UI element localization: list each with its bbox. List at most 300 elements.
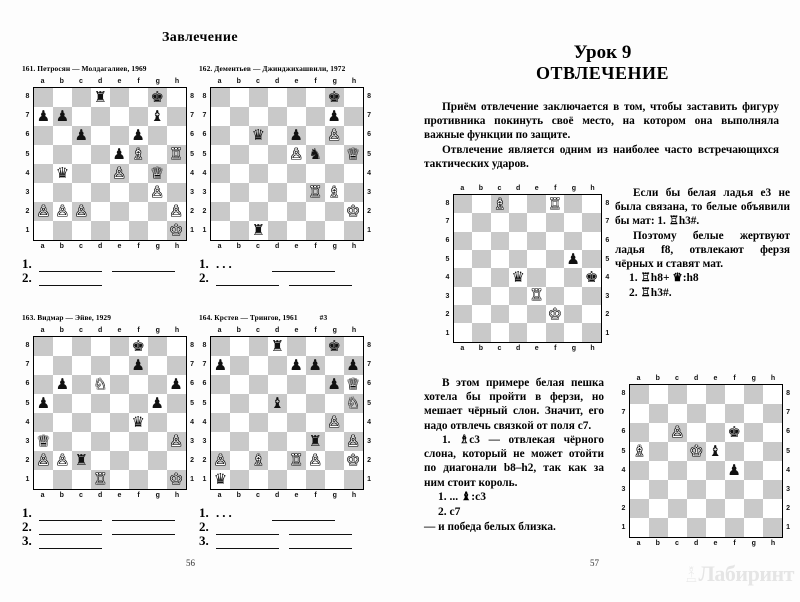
piece-black-queen-d4[interactable]: ♛ xyxy=(511,268,525,287)
square-b3[interactable] xyxy=(649,480,668,499)
square-b1[interactable] xyxy=(53,221,72,240)
square-g2[interactable] xyxy=(148,202,167,221)
piece-black-pawn-g5[interactable]: ♟ xyxy=(566,249,580,268)
square-b5[interactable] xyxy=(230,394,249,413)
square-h4[interactable] xyxy=(582,268,600,286)
square-d8[interactable] xyxy=(91,88,110,107)
square-f6[interactable] xyxy=(129,375,148,394)
answer-blank[interactable] xyxy=(289,538,352,549)
square-d5[interactable] xyxy=(268,145,287,164)
square-d6[interactable] xyxy=(509,232,527,250)
piece-white-queen-h5[interactable]: ♕ xyxy=(346,144,360,163)
square-a8[interactable] xyxy=(211,337,230,356)
square-d1[interactable] xyxy=(509,323,527,341)
square-h7[interactable] xyxy=(344,107,363,126)
square-g7[interactable] xyxy=(148,107,167,126)
answer-blank[interactable] xyxy=(216,538,279,549)
square-f2[interactable] xyxy=(725,499,744,518)
square-c8[interactable] xyxy=(668,385,687,404)
square-d3[interactable] xyxy=(509,287,527,305)
square-f1[interactable] xyxy=(129,221,148,240)
square-c1[interactable] xyxy=(72,221,91,240)
piece-black-pawn-h7[interactable]: ♟ xyxy=(346,355,360,374)
square-e1[interactable] xyxy=(287,470,306,489)
square-e8[interactable] xyxy=(706,385,725,404)
square-e8[interactable] xyxy=(110,88,129,107)
square-b2[interactable] xyxy=(53,202,72,221)
square-a8[interactable] xyxy=(630,385,649,404)
square-c5[interactable] xyxy=(491,250,509,268)
square-f7[interactable] xyxy=(546,213,564,231)
square-c6[interactable] xyxy=(249,126,268,145)
square-e5[interactable] xyxy=(706,442,725,461)
square-f2[interactable] xyxy=(546,305,564,323)
square-h2[interactable] xyxy=(344,202,363,221)
square-h2[interactable] xyxy=(763,499,782,518)
answer-row[interactable] xyxy=(22,255,198,272)
square-b8[interactable] xyxy=(230,88,249,107)
square-f5[interactable] xyxy=(129,394,148,413)
square-h1[interactable] xyxy=(344,221,363,240)
square-f1[interactable] xyxy=(306,470,325,489)
piece-black-queen-a1[interactable]: ♛ xyxy=(213,469,228,488)
square-b7[interactable] xyxy=(230,107,249,126)
square-c1[interactable] xyxy=(249,470,268,489)
square-a3[interactable] xyxy=(34,432,53,451)
square-h8[interactable] xyxy=(344,337,363,356)
piece-black-pawn-f7[interactable]: ♟ xyxy=(131,355,145,374)
square-c6[interactable] xyxy=(249,375,268,394)
square-h3[interactable] xyxy=(763,480,782,499)
square-a5[interactable] xyxy=(34,145,53,164)
answer-blank[interactable] xyxy=(289,275,352,286)
square-b2[interactable] xyxy=(230,451,249,470)
square-f1[interactable] xyxy=(546,323,564,341)
square-g6[interactable] xyxy=(325,126,344,145)
square-h5[interactable] xyxy=(582,250,600,268)
square-d4[interactable] xyxy=(268,164,287,183)
piece-white-knight-d6[interactable]: ♘ xyxy=(93,374,108,393)
square-b4[interactable] xyxy=(53,164,72,183)
piece-white-bishop-c2[interactable]: ♗ xyxy=(251,450,266,469)
square-f7[interactable] xyxy=(306,107,325,126)
square-g5[interactable] xyxy=(325,394,344,413)
square-d2[interactable] xyxy=(509,305,527,323)
square-g8[interactable] xyxy=(744,385,763,404)
square-e3[interactable] xyxy=(706,480,725,499)
square-g7[interactable] xyxy=(744,404,763,423)
square-c2[interactable] xyxy=(249,202,268,221)
square-e8[interactable] xyxy=(110,337,129,356)
piece-white-pawn-h3[interactable]: ♙ xyxy=(346,431,360,450)
square-a1[interactable] xyxy=(211,470,230,489)
piece-white-rook-f3[interactable]: ♖ xyxy=(308,182,322,201)
square-b8[interactable] xyxy=(53,337,72,356)
square-e2[interactable] xyxy=(287,451,306,470)
square-g7[interactable] xyxy=(325,107,344,126)
answer-blank[interactable] xyxy=(39,261,102,272)
square-e2[interactable] xyxy=(287,202,306,221)
square-c7[interactable] xyxy=(72,356,91,375)
square-b3[interactable] xyxy=(53,432,72,451)
piece-white-rook-f8[interactable]: ♖ xyxy=(548,194,562,213)
square-c1[interactable] xyxy=(668,518,687,537)
square-c8[interactable] xyxy=(72,337,91,356)
square-h1[interactable] xyxy=(763,518,782,537)
square-b6[interactable] xyxy=(230,126,249,145)
square-h4[interactable] xyxy=(763,461,782,480)
answer-lines-162[interactable] xyxy=(199,255,375,286)
square-c3[interactable] xyxy=(491,287,509,305)
square-f4[interactable] xyxy=(725,461,744,480)
square-b1[interactable] xyxy=(53,470,72,489)
square-c1[interactable] xyxy=(249,221,268,240)
square-e3[interactable] xyxy=(110,432,129,451)
square-e1[interactable] xyxy=(110,221,129,240)
square-f4[interactable] xyxy=(129,164,148,183)
square-g6[interactable] xyxy=(148,375,167,394)
piece-black-pawn-a7[interactable]: ♟ xyxy=(213,355,228,374)
answer-row[interactable] xyxy=(22,504,198,521)
square-h4[interactable] xyxy=(167,164,186,183)
square-f3[interactable] xyxy=(306,183,325,202)
piece-white-king-h1[interactable]: ♔ xyxy=(169,469,183,488)
piece-white-bishop-g3[interactable]: ♗ xyxy=(327,182,341,201)
answer-blank[interactable] xyxy=(39,510,102,521)
piece-black-king-g8[interactable]: ♚ xyxy=(327,87,341,106)
square-g4[interactable] xyxy=(744,461,763,480)
piece-white-pawn-e5[interactable]: ♙ xyxy=(289,144,303,163)
square-g2[interactable] xyxy=(564,305,582,323)
square-e5[interactable] xyxy=(287,394,306,413)
piece-black-pawn-a5[interactable]: ♟ xyxy=(36,393,51,412)
square-c1[interactable] xyxy=(491,323,509,341)
square-c5[interactable] xyxy=(249,145,268,164)
square-e1[interactable] xyxy=(110,470,129,489)
square-h1[interactable] xyxy=(167,221,186,240)
square-e7[interactable] xyxy=(287,356,306,375)
square-g4[interactable] xyxy=(148,413,167,432)
square-f4[interactable] xyxy=(306,413,325,432)
square-f1[interactable] xyxy=(129,470,148,489)
square-g1[interactable] xyxy=(744,518,763,537)
square-a5[interactable] xyxy=(454,250,472,268)
piece-white-pawn-g4[interactable]: ♙ xyxy=(327,412,341,431)
square-e2[interactable] xyxy=(110,451,129,470)
square-h5[interactable] xyxy=(167,394,186,413)
square-e5[interactable] xyxy=(527,250,545,268)
square-c8[interactable] xyxy=(249,337,268,356)
square-g2[interactable] xyxy=(744,499,763,518)
square-f7[interactable] xyxy=(725,404,744,423)
square-f5[interactable] xyxy=(306,145,325,164)
square-b8[interactable] xyxy=(472,195,490,213)
piece-black-rook-c2[interactable]: ♜ xyxy=(74,450,89,469)
square-g2[interactable] xyxy=(325,451,344,470)
piece-black-king-g8[interactable]: ♚ xyxy=(327,336,341,355)
square-e7[interactable] xyxy=(706,404,725,423)
square-f2[interactable] xyxy=(129,202,148,221)
square-e4[interactable] xyxy=(706,461,725,480)
square-a1[interactable] xyxy=(454,323,472,341)
square-d1[interactable] xyxy=(268,221,287,240)
square-d4[interactable] xyxy=(268,413,287,432)
square-a6[interactable] xyxy=(211,126,230,145)
square-c5[interactable] xyxy=(72,145,91,164)
piece-black-pawn-g7[interactable]: ♟ xyxy=(327,106,341,125)
square-d7[interactable] xyxy=(687,404,706,423)
square-c4[interactable] xyxy=(72,413,91,432)
square-f1[interactable] xyxy=(306,221,325,240)
square-c2[interactable] xyxy=(72,451,91,470)
square-e7[interactable] xyxy=(110,356,129,375)
square-h2[interactable] xyxy=(582,305,600,323)
answer-blank[interactable] xyxy=(112,524,175,535)
square-d3[interactable] xyxy=(91,183,110,202)
square-g7[interactable] xyxy=(148,356,167,375)
square-c7[interactable] xyxy=(249,107,268,126)
piece-black-pawn-f7[interactable]: ♟ xyxy=(308,355,322,374)
square-d2[interactable] xyxy=(91,202,110,221)
square-f8[interactable] xyxy=(129,337,148,356)
piece-black-pawn-e6[interactable]: ♟ xyxy=(289,125,303,144)
square-b7[interactable] xyxy=(649,404,668,423)
square-g8[interactable] xyxy=(325,337,344,356)
square-f5[interactable] xyxy=(546,250,564,268)
square-c2[interactable] xyxy=(491,305,509,323)
square-g7[interactable] xyxy=(325,356,344,375)
square-d6[interactable] xyxy=(268,126,287,145)
square-h2[interactable] xyxy=(167,451,186,470)
piece-white-bishop-c8[interactable]: ♗ xyxy=(493,194,507,213)
square-a7[interactable] xyxy=(34,107,53,126)
square-e1[interactable] xyxy=(527,323,545,341)
square-e3[interactable] xyxy=(527,287,545,305)
square-a8[interactable] xyxy=(34,337,53,356)
square-b3[interactable] xyxy=(472,287,490,305)
square-a5[interactable] xyxy=(211,394,230,413)
square-b6[interactable] xyxy=(53,375,72,394)
square-h4[interactable] xyxy=(167,413,186,432)
square-b4[interactable] xyxy=(230,413,249,432)
square-e1[interactable] xyxy=(287,221,306,240)
square-h3[interactable] xyxy=(344,432,363,451)
square-d4[interactable] xyxy=(91,164,110,183)
square-c8[interactable] xyxy=(491,195,509,213)
square-e5[interactable] xyxy=(110,145,129,164)
square-b2[interactable] xyxy=(649,499,668,518)
square-h5[interactable] xyxy=(167,145,186,164)
square-b2[interactable] xyxy=(472,305,490,323)
square-h7[interactable] xyxy=(167,107,186,126)
square-b2[interactable] xyxy=(230,202,249,221)
square-a4[interactable] xyxy=(630,461,649,480)
square-a4[interactable] xyxy=(34,413,53,432)
piece-black-bishop-e5[interactable]: ♝ xyxy=(708,441,722,460)
square-e4[interactable] xyxy=(110,413,129,432)
square-c6[interactable] xyxy=(72,375,91,394)
piece-black-queen-c6[interactable]: ♛ xyxy=(251,125,266,144)
square-a2[interactable] xyxy=(211,202,230,221)
piece-white-pawn-e4[interactable]: ♙ xyxy=(112,163,126,182)
piece-white-pawn-c2[interactable]: ♙ xyxy=(74,201,89,220)
square-f5[interactable] xyxy=(306,394,325,413)
square-h8[interactable] xyxy=(582,195,600,213)
square-c2[interactable] xyxy=(249,451,268,470)
square-h7[interactable] xyxy=(167,356,186,375)
square-e2[interactable] xyxy=(110,202,129,221)
square-e5[interactable] xyxy=(110,394,129,413)
answer-row[interactable] xyxy=(199,532,375,549)
square-b5[interactable] xyxy=(53,145,72,164)
piece-white-rook-e2[interactable]: ♖ xyxy=(289,450,303,469)
square-f6[interactable] xyxy=(129,126,148,145)
piece-black-pawn-g5[interactable]: ♟ xyxy=(150,393,164,412)
square-g6[interactable] xyxy=(564,232,582,250)
square-a6[interactable] xyxy=(454,232,472,250)
square-g8[interactable] xyxy=(325,88,344,107)
square-g3[interactable] xyxy=(325,432,344,451)
square-e4[interactable] xyxy=(287,413,306,432)
piece-black-pawn-c6[interactable]: ♟ xyxy=(74,125,89,144)
piece-black-pawn-h6[interactable]: ♟ xyxy=(169,374,183,393)
square-b6[interactable] xyxy=(649,423,668,442)
square-a7[interactable] xyxy=(211,356,230,375)
square-a6[interactable] xyxy=(34,126,53,145)
square-c3[interactable] xyxy=(249,432,268,451)
square-d2[interactable] xyxy=(91,451,110,470)
square-c7[interactable] xyxy=(249,356,268,375)
piece-white-king-h2[interactable]: ♔ xyxy=(346,450,360,469)
square-d8[interactable] xyxy=(91,337,110,356)
square-h8[interactable] xyxy=(344,88,363,107)
square-f1[interactable] xyxy=(725,518,744,537)
square-h7[interactable] xyxy=(344,356,363,375)
square-f8[interactable] xyxy=(129,88,148,107)
piece-white-queen-a3[interactable]: ♕ xyxy=(36,431,51,450)
piece-black-pawn-e5[interactable]: ♟ xyxy=(112,144,126,163)
square-f3[interactable] xyxy=(129,183,148,202)
piece-black-pawn-g6[interactable]: ♟ xyxy=(327,374,341,393)
square-b3[interactable] xyxy=(53,183,72,202)
square-g1[interactable] xyxy=(564,323,582,341)
piece-white-king-d5[interactable]: ♔ xyxy=(689,441,704,460)
piece-black-rook-f3[interactable]: ♜ xyxy=(308,431,322,450)
square-f5[interactable] xyxy=(129,145,148,164)
square-d6[interactable] xyxy=(91,126,110,145)
square-f4[interactable] xyxy=(546,268,564,286)
square-h2[interactable] xyxy=(344,451,363,470)
square-g1[interactable] xyxy=(148,470,167,489)
answer-lines-161[interactable] xyxy=(22,255,198,286)
square-a7[interactable] xyxy=(34,356,53,375)
square-g7[interactable] xyxy=(564,213,582,231)
square-d7[interactable] xyxy=(509,213,527,231)
square-d3[interactable] xyxy=(91,432,110,451)
piece-white-knight-h5[interactable]: ♘ xyxy=(346,393,360,412)
square-c4[interactable] xyxy=(249,413,268,432)
square-c4[interactable] xyxy=(668,461,687,480)
square-f6[interactable] xyxy=(725,423,744,442)
square-h1[interactable] xyxy=(582,323,600,341)
square-h5[interactable] xyxy=(344,394,363,413)
piece-white-pawn-h2[interactable]: ♙ xyxy=(169,201,183,220)
square-a2[interactable] xyxy=(34,202,53,221)
square-h1[interactable] xyxy=(167,470,186,489)
piece-black-rook-d8[interactable]: ♜ xyxy=(270,336,285,355)
piece-black-pawn-e7[interactable]: ♟ xyxy=(289,355,303,374)
square-b8[interactable] xyxy=(230,337,249,356)
square-h3[interactable] xyxy=(167,183,186,202)
square-b6[interactable] xyxy=(53,126,72,145)
square-b7[interactable] xyxy=(53,107,72,126)
square-g8[interactable] xyxy=(564,195,582,213)
square-f3[interactable] xyxy=(725,480,744,499)
square-d8[interactable] xyxy=(687,385,706,404)
square-a1[interactable] xyxy=(34,221,53,240)
square-f3[interactable] xyxy=(306,432,325,451)
square-c4[interactable] xyxy=(249,164,268,183)
answer-row[interactable] xyxy=(199,255,375,272)
square-f5[interactable] xyxy=(725,442,744,461)
piece-black-rook-c1[interactable]: ♜ xyxy=(251,220,266,239)
answer-lines-163[interactable] xyxy=(22,504,198,549)
square-e8[interactable] xyxy=(287,337,306,356)
square-a4[interactable] xyxy=(34,164,53,183)
square-a2[interactable] xyxy=(211,451,230,470)
square-f4[interactable] xyxy=(129,413,148,432)
square-d1[interactable] xyxy=(687,518,706,537)
square-c3[interactable] xyxy=(249,183,268,202)
square-d8[interactable] xyxy=(268,337,287,356)
square-d6[interactable] xyxy=(91,375,110,394)
square-e3[interactable] xyxy=(287,183,306,202)
piece-black-pawn-b6[interactable]: ♟ xyxy=(55,374,70,393)
square-g1[interactable] xyxy=(325,470,344,489)
square-c7[interactable] xyxy=(668,404,687,423)
piece-white-pawn-h3[interactable]: ♙ xyxy=(169,431,183,450)
piece-white-king-h2[interactable]: ♔ xyxy=(346,201,360,220)
piece-white-queen-h6[interactable]: ♕ xyxy=(346,374,360,393)
square-d3[interactable] xyxy=(687,480,706,499)
piece-white-pawn-f2[interactable]: ♙ xyxy=(308,450,322,469)
square-a6[interactable] xyxy=(34,375,53,394)
square-d8[interactable] xyxy=(509,195,527,213)
square-a5[interactable] xyxy=(630,442,649,461)
square-c5[interactable] xyxy=(249,394,268,413)
square-g3[interactable] xyxy=(744,480,763,499)
square-a3[interactable] xyxy=(630,480,649,499)
square-d5[interactable] xyxy=(687,442,706,461)
square-c1[interactable] xyxy=(72,470,91,489)
square-b6[interactable] xyxy=(230,375,249,394)
square-a1[interactable] xyxy=(630,518,649,537)
square-g6[interactable] xyxy=(744,423,763,442)
square-c5[interactable] xyxy=(72,394,91,413)
square-h6[interactable] xyxy=(763,423,782,442)
square-c7[interactable] xyxy=(491,213,509,231)
answer-blank[interactable] xyxy=(272,261,335,272)
piece-white-pawn-a2[interactable]: ♙ xyxy=(36,201,51,220)
piece-black-king-h4[interactable]: ♚ xyxy=(584,268,599,287)
square-a2[interactable] xyxy=(454,305,472,323)
square-b1[interactable] xyxy=(230,221,249,240)
square-d1[interactable] xyxy=(91,470,110,489)
answer-blank[interactable] xyxy=(216,275,279,286)
square-g4[interactable] xyxy=(564,268,582,286)
square-a1[interactable] xyxy=(34,470,53,489)
square-a3[interactable] xyxy=(34,183,53,202)
